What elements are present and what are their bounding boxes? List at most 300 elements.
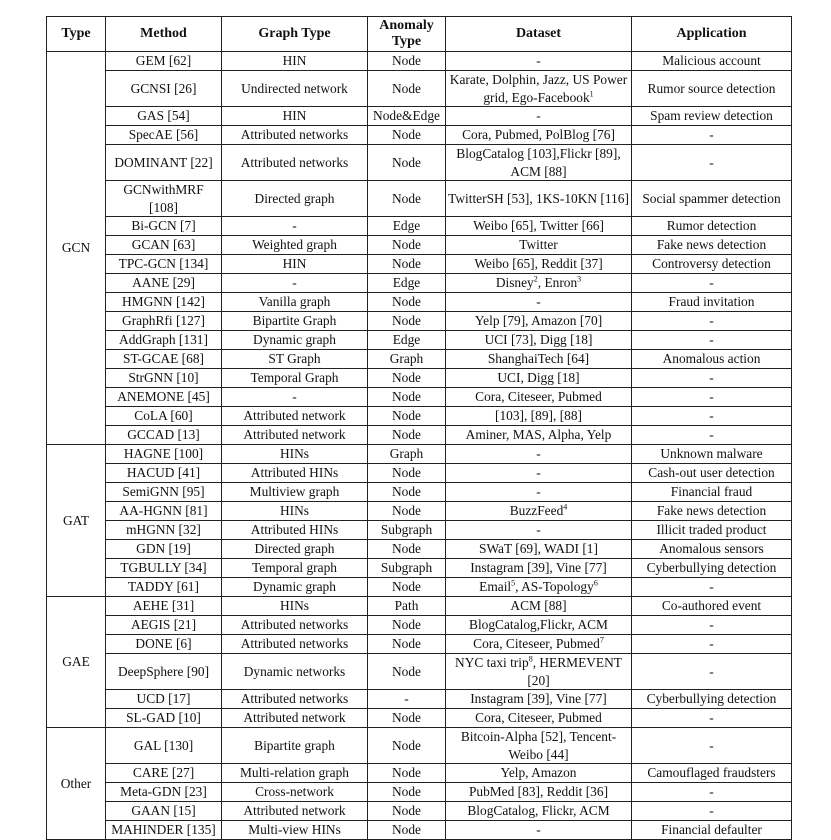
dataset-cell [446,217,632,236]
table-row [47,350,792,369]
dataset-cell-text: Twitter [519,237,558,252]
application-cell-text: - [709,332,714,347]
method-cell [106,764,222,783]
anomaly-type-cell [368,52,446,71]
anomaly-type-cell [368,255,446,274]
dataset-cell-text: Bitcoin-Alpha [52], Tencent-Weibo [44] [460,729,617,762]
dataset-cell-text: Aminer, MAS, Alpha, Yelp [465,427,612,442]
graph-type-cell-text: HINs [279,598,309,613]
dataset-cell [446,502,632,521]
anomaly-type-cell-text: Graph [389,351,424,366]
footnote-marker: 2 [533,274,538,284]
dataset-cell-text: Weibo [65], Twitter [66] [473,218,604,233]
anomaly-type-cell-text: Node [391,53,421,68]
application-cell-text: - [709,663,714,679]
table-row [47,217,792,236]
dataset-cell [446,464,632,483]
anomaly-type-cell-text: Node [391,784,421,799]
anomaly-type-cell [368,126,446,145]
anomaly-type-cell-text: Node [391,389,421,404]
table-row [47,540,792,559]
application-cell-text: - [709,370,714,385]
application-cell [632,126,792,145]
application-cell [632,274,792,293]
anomaly-type-cell-text: Node [391,80,421,96]
method-cell [106,783,222,802]
method-cell [106,426,222,445]
method-cell [106,293,222,312]
graph-type-cell [222,107,368,126]
anomaly-type-cell [368,521,446,540]
graph-type-cell [222,559,368,578]
graph-type-cell [222,654,368,690]
method-cell [106,464,222,483]
application-cell-text: - [709,408,714,423]
anomaly-type-cell [368,802,446,821]
anomaly-type-cell [368,764,446,783]
dataset-cell [446,690,632,709]
anomaly-type-cell [368,426,446,445]
application-cell-text: - [709,427,714,442]
application-cell-text: - [709,579,714,594]
anomaly-type-cell [368,578,446,597]
dataset-cell [446,635,632,654]
anomaly-type-cell [368,559,446,578]
table-row [47,635,792,654]
application-cell [632,293,792,312]
table-row [47,802,792,821]
anomaly-type-cell [368,71,446,107]
application-cell [632,616,792,635]
method-cell [106,597,222,616]
graph-type-cell-text: Multi-view HINs [248,822,341,837]
application-cell [632,236,792,255]
dataset-cell [446,597,632,616]
table-row [47,236,792,255]
method-cell-text: GAAN [15] [131,803,196,818]
anomaly-type-cell-text: Node [391,256,421,271]
dataset-cell-text: NYC taxi trip [455,655,529,670]
application-cell [632,802,792,821]
method-cell [106,52,222,71]
anomaly-type-cell [368,821,446,840]
application-cell-text: - [709,784,714,799]
graph-type-cell [222,616,368,635]
anomaly-type-cell-text: Node&Edge [373,108,440,123]
dataset-cell-text: - [536,53,541,68]
anomaly-type-cell [368,616,446,635]
table-row [47,616,792,635]
method-cell-text: DOMINANT [22] [114,154,213,170]
graph-type-cell [222,426,368,445]
graph-type-cell [222,255,368,274]
application-cell [632,559,792,578]
graph-type-cell [222,274,368,293]
method-cell-text: GDN [19] [136,541,191,556]
table-row [47,559,792,578]
table-row [47,388,792,407]
method-cell-text: HMGNN [142] [122,294,205,309]
anomaly-type-cell [368,369,446,388]
application-cell [632,52,792,71]
application-cell [632,217,792,236]
application-cell [632,521,792,540]
header-dataset: Dataset [446,17,632,52]
method-cell [106,126,222,145]
dataset-cell-text: Yelp [79], Amazon [70] [474,313,603,328]
method-cell-text: GCNwithMRF [108] [123,182,204,215]
anomaly-type-cell [368,236,446,255]
table-row [47,426,792,445]
dataset-cell [446,407,632,426]
dataset-cell [446,445,632,464]
method-cell-text: SpecAE [56] [128,127,199,142]
anomaly-type-cell [368,709,446,728]
graph-type-cell [222,181,368,217]
group-type-cell: GAE [47,597,106,728]
graph-type-cell [222,709,368,728]
method-cell-text: GEM [62] [135,53,192,68]
graph-type-cell-text: HIN [282,256,307,271]
method-cell-text: AA-HGNN [81] [119,503,208,518]
application-cell [632,145,792,181]
anomaly-type-cell [368,181,446,217]
graph-type-cell-text: HIN [282,53,307,68]
graph-type-cell [222,236,368,255]
graph-type-cell [222,635,368,654]
graph-type-cell [222,407,368,426]
graph-type-cell [222,126,368,145]
graph-type-cell-text: Multiview graph [249,484,340,499]
anomaly-type-cell [368,464,446,483]
table-row [47,126,792,145]
table-row [47,331,792,350]
table-row [47,483,792,502]
dataset-cell [446,483,632,502]
anomaly-type-cell [368,690,446,709]
anomaly-type-cell-text: Node [391,427,421,442]
table-row [47,521,792,540]
header-application: Application [632,17,792,52]
dataset-cell-text: Weibo [65], Reddit [37] [474,256,603,271]
anomaly-type-cell-text: Edge [392,275,421,290]
anomaly-type-cell-text: Node [391,503,421,518]
method-cell-text: SemiGNN [95] [122,484,205,499]
graph-type-cell [222,764,368,783]
anomaly-type-cell [368,728,446,764]
application-cell [632,331,792,350]
anomaly-type-cell-text: Node [391,803,421,818]
anomaly-type-cell [368,783,446,802]
dataset-cell [446,71,632,107]
dataset-cell-text: - [536,108,541,123]
application-cell [632,181,792,217]
dataset-cell [446,145,632,181]
table-row [47,654,792,690]
anomaly-type-cell-text: Node [391,313,421,328]
application-cell [632,690,792,709]
method-cell [106,521,222,540]
dataset-cell [446,350,632,369]
anomaly-type-cell-text: Node [391,765,421,780]
dataset-cell [446,559,632,578]
method-cell-text: AddGraph [131] [119,332,208,347]
application-cell-text: Rumor detection [666,218,757,233]
method-cell-text: AEGIS [21] [130,617,197,632]
dataset-cell [446,312,632,331]
graph-type-cell-text: Attributed HINs [250,465,339,480]
anomaly-type-cell [368,407,446,426]
application-cell [632,597,792,616]
method-cell [106,559,222,578]
dataset-cell [446,783,632,802]
graph-type-cell-text: Attributed networks [240,636,349,651]
dataset-cell [446,107,632,126]
application-cell [632,654,792,690]
graph-type-cell-text: Attributed networks [240,691,349,706]
dataset-cell [446,802,632,821]
application-cell-text: - [709,710,714,725]
footnote-marker: 5 [511,578,516,588]
application-cell-text: Cyberbullying detection [646,560,777,576]
dataset-cell-text: [103], [89], [88] [494,408,582,423]
anomaly-type-cell-text: Node [391,370,421,385]
table-row [47,464,792,483]
anomaly-type-cell [368,388,446,407]
application-cell [632,783,792,802]
table-row [47,783,792,802]
dataset-cell-text: Karate, Dolphin, Jazz, US Power grid, Ego-Facebook [449,72,628,105]
anomaly-type-cell-text: Edge [392,218,421,233]
method-cell [106,654,222,690]
dataset-cell-text: - [536,465,541,480]
method-cell-text: SL-GAD [10] [126,710,201,725]
application-cell-text: Anomalous sensors [659,541,764,556]
dataset-cell-text: - [536,822,541,837]
graph-type-cell [222,217,368,236]
application-cell-text: Co-authored event [661,598,762,613]
dataset-cell-tail: , Enron [537,275,578,290]
dataset-cell [446,654,632,690]
group-type-cell: GAT [47,445,106,597]
footnote-marker: 7 [599,635,604,645]
graph-type-cell-text: Cross-network [255,784,334,799]
graph-type-cell-text: Temporal Graph [250,370,339,385]
method-cell-text: GAS [54] [137,108,190,123]
anomaly-type-cell [368,654,446,690]
group-type-cell: Other [47,728,106,840]
application-cell-text: Cash-out user detection [648,465,775,481]
application-cell-text: - [709,803,714,818]
application-cell [632,350,792,369]
method-cell [106,107,222,126]
application-cell [632,502,792,521]
anomaly-type-cell-text: Node [391,408,421,423]
dataset-cell [446,616,632,635]
footnote-marker: 4 [563,502,568,512]
method-cell-text: DeepSphere [90] [117,663,210,679]
method-cell-text: GCCAD [13] [127,427,200,442]
application-cell-text: - [709,636,714,651]
graph-type-cell [222,690,368,709]
method-cell-text: TGBULLY [34] [120,560,207,575]
graph-type-cell-text: Attributed network [243,710,346,725]
table-body [47,52,792,840]
application-cell-text: - [709,737,714,753]
graph-type-cell [222,388,368,407]
method-cell [106,578,222,597]
graph-type-cell [222,783,368,802]
table-row [47,728,792,764]
graph-type-cell-text: Bipartite Graph [252,313,337,328]
table-row [47,407,792,426]
method-cell [106,407,222,426]
table-row [47,293,792,312]
graph-type-cell [222,802,368,821]
application-cell-text: - [709,313,714,328]
dataset-cell [446,369,632,388]
table-row [47,578,792,597]
anomaly-type-cell-text: Node [391,663,421,679]
dataset-cell-text: PubMed [83], Reddit [36] [468,784,609,799]
dataset-cell [446,709,632,728]
method-cell-text: TADDY [61] [128,579,199,594]
application-cell-text: Social spammer detection [642,190,781,206]
application-cell-text: Illicit traded product [656,522,767,537]
graph-type-cell-text: Attributed network [243,803,346,818]
method-cell-text: UCD [17] [136,691,191,706]
method-cell-text: ANEMONE [45] [117,389,210,404]
dataset-cell [446,255,632,274]
application-cell [632,445,792,464]
anomaly-type-cell [368,635,446,654]
graph-type-cell [222,728,368,764]
method-cell [106,71,222,107]
anomaly-type-cell [368,107,446,126]
anomaly-type-cell-text: Node [391,237,421,252]
anomaly-type-cell [368,445,446,464]
anomaly-type-cell-text: Node [391,579,421,594]
graph-type-cell-text: Attributed networks [240,127,349,142]
header-type: Type [47,17,106,52]
graph-type-cell-text: ST Graph [268,351,321,366]
dataset-cell-text: Cora, Citeseer, Pubmed [475,710,602,725]
graph-type-cell-text: Attributed networks [240,617,349,632]
graph-type-cell-text: Weighted graph [252,237,337,252]
graph-type-cell-text: Directed graph [254,190,335,206]
graph-type-cell [222,521,368,540]
anomaly-type-cell-text: Node [391,294,421,309]
method-cell-text: DONE [6] [135,636,192,651]
dataset-cell-text: BlogCatalog [103],Flickr [89], ACM [88] [456,146,621,179]
method-cell [106,350,222,369]
graph-type-cell [222,578,368,597]
dataset-cell-text: BuzzFeed [509,503,564,518]
anomaly-type-cell [368,274,446,293]
dataset-cell-text: - [536,484,541,499]
table-row [47,107,792,126]
method-cell-text: TPC-GCN [134] [118,256,209,271]
method-cell [106,502,222,521]
header-graph-type: Graph Type [222,17,368,52]
application-cell [632,764,792,783]
survey-table [46,16,792,840]
anomaly-type-cell [368,502,446,521]
application-cell-text: Fraud invitation [668,294,755,309]
graph-type-cell [222,71,368,107]
table-row [47,764,792,783]
anomaly-type-cell [368,293,446,312]
graph-type-cell [222,483,368,502]
application-cell-text: Financial defaulter [661,822,762,837]
group-type-cell: GCN [47,52,106,445]
application-cell-text: Financial fraud [670,484,753,499]
table-row [47,709,792,728]
graph-type-cell-text: Attributed HINs [250,522,339,537]
graph-type-cell-text: Dynamic graph [253,579,336,594]
dataset-cell-tail: , HERMEVENT [20] [527,655,622,688]
dataset-cell-text: Email [479,579,512,594]
application-cell [632,821,792,840]
dataset-cell-text: - [536,522,541,537]
method-cell-text: StrGNN [10] [128,370,199,385]
method-cell-text: AANE [29] [132,275,195,290]
table-row [47,821,792,840]
footnote-marker: 6 [593,578,598,588]
dataset-cell [446,236,632,255]
method-cell [106,616,222,635]
anomaly-type-cell-text: Node [391,710,421,725]
method-cell-text: CARE [27] [132,765,195,780]
dataset-cell [446,126,632,145]
method-cell [106,540,222,559]
graph-type-cell [222,145,368,181]
graph-type-cell-text: - [292,275,297,290]
graph-type-cell-text: HIN [282,108,307,123]
application-cell-text: Rumor source detection [647,80,776,96]
anomaly-type-cell-text: Node [391,190,421,206]
application-cell-text: Cyberbullying detection [646,691,777,707]
graph-type-cell [222,369,368,388]
dataset-cell [446,540,632,559]
application-cell [632,407,792,426]
header-anomaly-type: Anomaly Type [368,17,446,52]
application-cell [632,728,792,764]
anomaly-type-cell [368,350,446,369]
dataset-cell [446,52,632,71]
table-row [47,597,792,616]
anomaly-type-cell-text: Subgraph [380,560,433,575]
footnote-marker: 3 [577,274,582,284]
anomaly-type-cell-text: Node [391,737,421,753]
table-row [47,52,792,71]
dataset-cell [446,764,632,783]
graph-type-cell [222,293,368,312]
method-cell [106,388,222,407]
table-row [47,274,792,293]
table-row [47,255,792,274]
dataset-cell [446,821,632,840]
anomaly-type-cell-text: Edge [392,332,421,347]
method-cell [106,331,222,350]
anomaly-type-cell [368,331,446,350]
method-cell [106,802,222,821]
application-cell [632,709,792,728]
anomaly-type-cell-text: Node [391,636,421,651]
graph-type-cell [222,445,368,464]
dataset-cell [446,181,632,217]
dataset-cell-text: Yelp, Amazon [500,765,577,780]
